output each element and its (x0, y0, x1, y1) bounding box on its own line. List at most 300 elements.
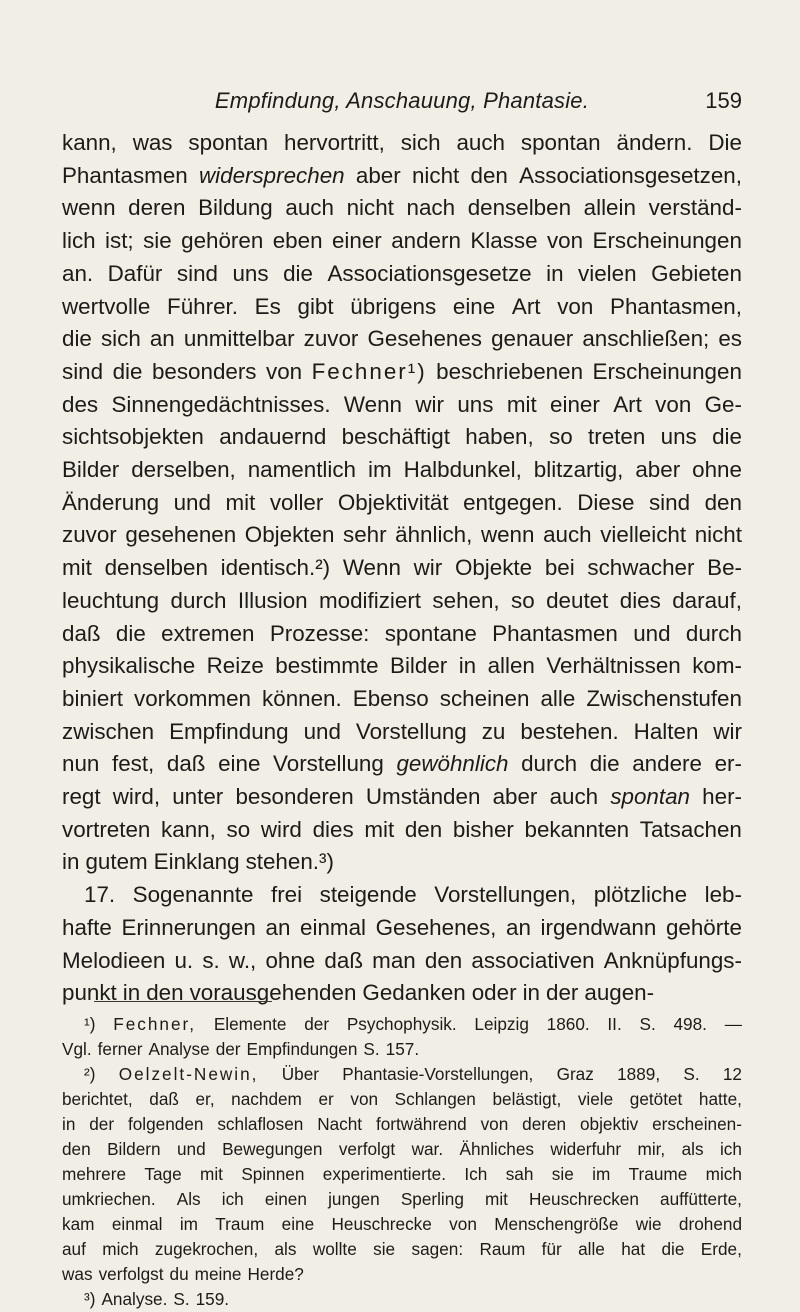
body-word: beschäftigt (341, 424, 450, 450)
body-word: Associationsgesetzen, (519, 162, 742, 188)
body-word: zuvor (303, 326, 359, 352)
running-title: Empfindung, Anschauung, Phantasie. (214, 88, 590, 113)
body-word: die (62, 326, 92, 352)
footnote-word: mir, (637, 1139, 666, 1159)
body-word: bei (544, 555, 575, 581)
footnote-word: 1860. (546, 1014, 590, 1034)
body-word: s. (202, 947, 220, 973)
body-word: besonders (151, 358, 257, 384)
footnote-word: Analyse. (101, 1289, 168, 1309)
body-word: auch (456, 130, 505, 155)
body-word: Dafür (107, 260, 163, 286)
footnote-word: 1889, (617, 1064, 661, 1084)
body-word: die (115, 620, 146, 646)
body-word: wenn (480, 522, 535, 548)
footnote-line (62, 1062, 742, 1087)
body-line (62, 683, 742, 716)
body-word: es (718, 326, 742, 352)
body-word: Gedanken (362, 980, 466, 1006)
footnote-word: Oelzelt-Newin, (118, 1064, 259, 1084)
body-line (62, 323, 742, 356)
body-word: sich (400, 130, 441, 155)
body-line (62, 192, 742, 225)
body-word: Gesehenes (367, 326, 482, 352)
body-word: eben (272, 228, 323, 254)
footnote-word: sah (505, 1164, 534, 1184)
footnotes (62, 1012, 742, 1312)
footnote-word: Sperling (400, 1189, 464, 1209)
body-word: vielleicht (600, 522, 687, 548)
footnote-word: auffütterte, (660, 1189, 742, 1209)
body-word: sehen, (432, 587, 500, 613)
footnote-word: ¹) (84, 1014, 96, 1034)
body-word: die (112, 358, 143, 384)
body-word: andauernd (219, 424, 327, 450)
body-word: Ge- (704, 391, 742, 417)
body-word: Phantasmen, (610, 293, 742, 319)
body-word: beschriebenen (436, 358, 584, 384)
body-word: und (173, 489, 211, 515)
body-word: von (546, 228, 584, 254)
footnote-word: verfolgt (338, 1139, 396, 1159)
body-word: Illusion (237, 587, 308, 613)
footnote-word: Fechner, (113, 1014, 197, 1034)
body-word: die (712, 424, 742, 450)
footnote-word: Traume (628, 1164, 688, 1184)
body-word: übrigens (350, 293, 437, 319)
body-word: ist; (105, 228, 134, 254)
body-word: eine (218, 751, 261, 777)
body-word: Halbdunkel, (403, 457, 522, 483)
body-line (62, 618, 742, 651)
body-word: treten (588, 424, 646, 450)
footnote-word: Ich (464, 1164, 488, 1184)
footnote-word: jungen (328, 1189, 380, 1209)
body-word: Bildung (198, 195, 273, 221)
footnote-line (62, 1112, 742, 1137)
body-word: Erinnerungen (121, 914, 256, 940)
body-word: sind (648, 489, 691, 515)
body-word: einmal (300, 914, 367, 940)
body-word: daß (62, 620, 101, 646)
body-word: von (655, 391, 692, 417)
footnote-divider (94, 1001, 272, 1002)
body-word: des (62, 391, 99, 417)
body-word: auch (543, 522, 592, 548)
footnote-word: zugekrochen, (154, 1239, 259, 1259)
body-word: Die (708, 130, 742, 155)
body-word: Anknüpfungs- (603, 947, 742, 973)
footnote-word: schlaflosen (217, 1114, 304, 1134)
body-word: nicht (694, 522, 742, 548)
body-word: an (265, 914, 291, 940)
footnote-word: belästigt, (492, 1089, 562, 1109)
body-word: wertvolle (62, 293, 151, 319)
body-word: die (283, 260, 313, 286)
body-line (62, 650, 742, 683)
body-word: Reize (206, 653, 264, 679)
body-word: dies (312, 816, 354, 842)
body-word: uns (660, 424, 697, 450)
body-word: leb- (704, 882, 742, 908)
footnote-word: ich (221, 1189, 244, 1209)
body-word: Vorstellung (273, 751, 384, 777)
body-line (62, 781, 742, 814)
footnote-word: Traum (215, 1214, 265, 1234)
body-word: können. (262, 685, 342, 711)
footnote-word: S. (173, 1289, 190, 1309)
footnote-word: getötet (629, 1089, 683, 1109)
body-word: irgendwann (540, 914, 657, 940)
footnote-word: du (169, 1264, 189, 1284)
footnote-word: daß (149, 1089, 179, 1109)
body-line (62, 519, 742, 552)
body-word: zu (481, 718, 506, 744)
footnote-word: mich (102, 1239, 139, 1259)
body-word: von (557, 293, 594, 319)
body-word: aber (492, 784, 538, 810)
body-word: und (633, 620, 671, 646)
footnote-word: Als (176, 1189, 201, 1209)
body-word: Es (254, 293, 281, 319)
footnote-word: mit (200, 1164, 223, 1184)
body-word: stehen.³) (245, 849, 334, 875)
footnote-word: Herde? (247, 1264, 304, 1284)
body-word: hafte (62, 914, 112, 940)
body-word: durch (521, 751, 578, 777)
body-word: bestehen. (520, 718, 619, 744)
body-word: regt (62, 784, 101, 810)
footnote-line (62, 1037, 742, 1062)
footnote-word: S. (639, 1014, 656, 1034)
body-word: so (511, 587, 535, 613)
footnote-line (62, 1087, 742, 1112)
body-word: nicht (411, 162, 460, 188)
body-word: Gesehenes, (375, 914, 497, 940)
body-word: Objekten (244, 522, 335, 548)
body-word: bisher (452, 816, 514, 842)
main-text (62, 127, 742, 1010)
footnote-word: der (304, 1014, 330, 1034)
body-word: scheinen (439, 685, 530, 711)
body-word: punkt (62, 980, 117, 1006)
body-word: hervortritt, (284, 130, 385, 155)
footnote-word: 159. (195, 1289, 230, 1309)
body-word: wir (413, 555, 443, 581)
body-word: aber (355, 162, 401, 188)
body-word: mit (506, 391, 537, 417)
body-line (62, 421, 742, 454)
body-word: Tatsachen (639, 816, 742, 842)
body-word: Vorstellung (355, 718, 467, 744)
footnote-word: ³) (84, 1289, 96, 1309)
body-word: Objekte (454, 555, 533, 581)
footnote-word: einen (264, 1189, 307, 1209)
body-line (62, 552, 742, 585)
body-word: haben, (465, 424, 534, 450)
footnote-word: Elemente (213, 1014, 287, 1034)
body-word: her- (702, 784, 742, 810)
footnote-line (62, 1237, 742, 1262)
body-word: Sogenannte (132, 882, 254, 908)
body-word: den (704, 489, 742, 515)
body-word: Art (613, 391, 642, 417)
footnote-word: Raum (479, 1239, 526, 1259)
body-word: anschließen; (582, 326, 710, 352)
footnote-word: Ähnliches (459, 1139, 535, 1159)
body-line (62, 585, 742, 618)
body-word: und (303, 718, 341, 744)
body-word: spontan (520, 130, 601, 155)
body-word: Vorstellungen, (434, 882, 577, 908)
footnote-word: und (176, 1139, 206, 1159)
body-word: an (506, 914, 531, 940)
body-word: Erscheinungen (592, 358, 742, 384)
body-word: Objektivität (337, 489, 449, 515)
footnote-word: Erde, (700, 1239, 742, 1259)
body-word: alle (540, 685, 576, 711)
body-word: Klasse (470, 228, 538, 254)
body-word: bekannten (524, 816, 630, 842)
footnote-word: hatte, (698, 1089, 742, 1109)
footnote-word: alle (578, 1239, 605, 1259)
body-word: widersprechen (198, 162, 345, 188)
body-word: Zwischenstufen (586, 685, 742, 711)
body-word: andere (632, 751, 702, 777)
body-word: w., (228, 947, 257, 973)
body-line (62, 225, 742, 258)
body-word: allein (583, 195, 636, 221)
body-word: 17. (84, 882, 116, 908)
body-word: dies (619, 587, 661, 613)
body-word: Art (511, 293, 541, 319)
body-word: nun (62, 751, 100, 777)
footnote-word: eine (281, 1214, 315, 1234)
footnote-word: II. (607, 1014, 622, 1034)
body-word: durch (685, 620, 742, 646)
body-word: augen- (584, 980, 655, 1006)
body-word: in (458, 653, 477, 679)
body-word: was (132, 130, 173, 155)
body-word: modifiziert (319, 587, 422, 613)
footnote-word: wollte (312, 1239, 357, 1259)
footnote-word: ferner (97, 1039, 143, 1059)
footnote-word: mich (705, 1164, 742, 1184)
body-line (62, 748, 742, 781)
body-word: namentlich (247, 457, 357, 483)
body-word: Gebieten (651, 260, 742, 286)
body-word: gibt (297, 293, 334, 319)
footnote-word: Über (281, 1064, 319, 1084)
body-word: frei (270, 882, 303, 908)
body-word: denselben (467, 195, 572, 221)
footnote-word: Tage (144, 1164, 182, 1184)
footnote-word: Psychophysik. (346, 1014, 457, 1034)
footnote-word: mehrere (62, 1164, 126, 1184)
body-word: unmittelbar (183, 326, 295, 352)
footnote-word: Heuschrecke (331, 1214, 432, 1234)
body-word: mit (225, 489, 256, 515)
body-word: Wenn (342, 555, 401, 581)
body-word: die (589, 751, 620, 777)
body-word: an. (62, 260, 94, 286)
body-line (62, 912, 742, 945)
body-word: besonderen (235, 784, 354, 810)
body-word: Prozesse: (269, 620, 370, 646)
body-word: Halten (633, 718, 699, 744)
footnote-word: Spinnen (241, 1164, 305, 1184)
body-word: Associationsgesetze (327, 260, 532, 286)
body-word: den (470, 162, 508, 188)
footnote-line (62, 1012, 742, 1037)
body-word: genauer (491, 326, 574, 352)
body-word: biniert (62, 685, 123, 711)
footnote-word: einmal (111, 1214, 163, 1234)
body-word: Einklang (153, 849, 240, 875)
footnote-word: verfolgst (98, 1264, 164, 1284)
body-word: sehr (343, 522, 387, 548)
body-word: daß (324, 947, 364, 973)
body-word: Phantasmen (62, 162, 188, 188)
footnote-word: der (215, 1039, 241, 1059)
footnote-word: die (661, 1239, 685, 1259)
footnote-word: deren (522, 1114, 567, 1134)
body-word: gewöhnlich (396, 751, 509, 777)
footnote-word: Heuschrecken (529, 1189, 639, 1209)
body-line (62, 846, 742, 879)
body-word: eine (452, 293, 496, 319)
body-word: gesehenen (125, 522, 237, 548)
body-word: durch (170, 587, 227, 613)
body-word: in (546, 260, 564, 286)
body-word: vortreten (62, 816, 151, 842)
footnote-word: Schlangen (394, 1089, 476, 1109)
footnote-word: experimentierte. (322, 1164, 447, 1184)
body-word: uns (232, 260, 269, 286)
body-word: in (122, 980, 141, 1006)
body-word: der (546, 980, 579, 1006)
footnote-word: von (449, 1214, 477, 1234)
body-word: deutet (546, 587, 609, 613)
footnote-word: meine (194, 1264, 242, 1284)
footnote-word: 157. (385, 1039, 420, 1059)
body-word: gehören (181, 228, 264, 254)
body-word: auch (285, 195, 334, 221)
body-word: u. (174, 947, 194, 973)
footnote-word: wie (635, 1214, 662, 1234)
footnote-word: Bildern (107, 1139, 161, 1159)
body-word: oder (471, 980, 517, 1006)
footnote-word: erscheinen- (652, 1114, 742, 1134)
body-word: plötzliche (593, 882, 688, 908)
body-word: vorkommen (134, 685, 251, 711)
body-line (62, 945, 742, 978)
footnote-word: nachdem (231, 1089, 302, 1109)
body-word: einer (550, 391, 600, 417)
footnote-word: auf (62, 1239, 86, 1259)
body-word: mit (62, 555, 92, 581)
body-word: gutem (85, 849, 148, 875)
body-word: leuchtung (62, 587, 160, 613)
body-line (62, 258, 742, 291)
footnote-word: ²) (84, 1064, 96, 1084)
body-word: denselben (104, 555, 208, 581)
body-word: andern (391, 228, 461, 254)
footnote-word: Bewegungen (222, 1139, 323, 1159)
footnote-word: im (179, 1214, 198, 1234)
body-word: Erscheinungen (592, 228, 742, 254)
body-word: den (424, 947, 463, 973)
body-word: den (146, 980, 184, 1006)
body-word: im (367, 457, 392, 483)
body-word: mit (364, 816, 395, 842)
page-number: 159 (705, 88, 742, 113)
body-word: Phantasmen (492, 620, 618, 646)
body-word: Sinnengedächtnisses. (111, 391, 331, 417)
footnote-word: — (724, 1014, 742, 1034)
body-word: lich (62, 228, 96, 254)
body-word: er- (714, 751, 742, 777)
body-line (62, 814, 742, 847)
body-line (62, 160, 742, 193)
footnote-line (62, 1162, 742, 1187)
body-word: wir (415, 391, 444, 417)
body-word: einer (331, 228, 382, 254)
body-word: fest, (111, 751, 155, 777)
footnote-word: als (274, 1239, 297, 1259)
body-word: zwischen (62, 718, 155, 744)
footnote-word: der (89, 1114, 115, 1134)
body-word: auch (549, 784, 599, 810)
footnote-word: war. (411, 1139, 444, 1159)
body-word: kom- (692, 653, 742, 679)
footnote-word: für (541, 1239, 562, 1259)
body-word: an (149, 326, 175, 352)
body-word: sind (62, 358, 104, 384)
body-word: spontane (384, 620, 477, 646)
body-word: blitzartig, (533, 457, 624, 483)
body-word: ohne (265, 947, 316, 973)
body-line (62, 879, 742, 912)
body-word: von (266, 358, 303, 384)
body-word: deren (128, 195, 186, 221)
body-word: spontan (188, 130, 269, 155)
footnote-word: was (62, 1264, 93, 1284)
footnote-line (62, 1262, 742, 1287)
body-line (62, 291, 742, 324)
body-word: verständ- (648, 195, 742, 221)
body-word: schwacher (587, 555, 695, 581)
body-word: Bilder (390, 653, 448, 679)
body-line (62, 487, 742, 520)
body-word: nicht (346, 195, 394, 221)
body-word: kann, (62, 130, 117, 155)
body-word: Be- (707, 555, 742, 581)
body-word: Änderung (62, 489, 160, 515)
body-word: zuvor (62, 522, 117, 548)
footnote-line (62, 1212, 742, 1237)
body-word: sind (176, 260, 218, 286)
footnote-word: als (681, 1139, 704, 1159)
body-word: spontan (610, 784, 690, 810)
footnote-word: Analyse (148, 1039, 210, 1059)
footnote-word: sie (551, 1164, 574, 1184)
body-word: aber (635, 457, 681, 483)
footnote-word: im (592, 1164, 611, 1184)
body-word: Diese (577, 489, 635, 515)
body-word: kann, (161, 816, 216, 842)
body-word: vielen (578, 260, 637, 286)
